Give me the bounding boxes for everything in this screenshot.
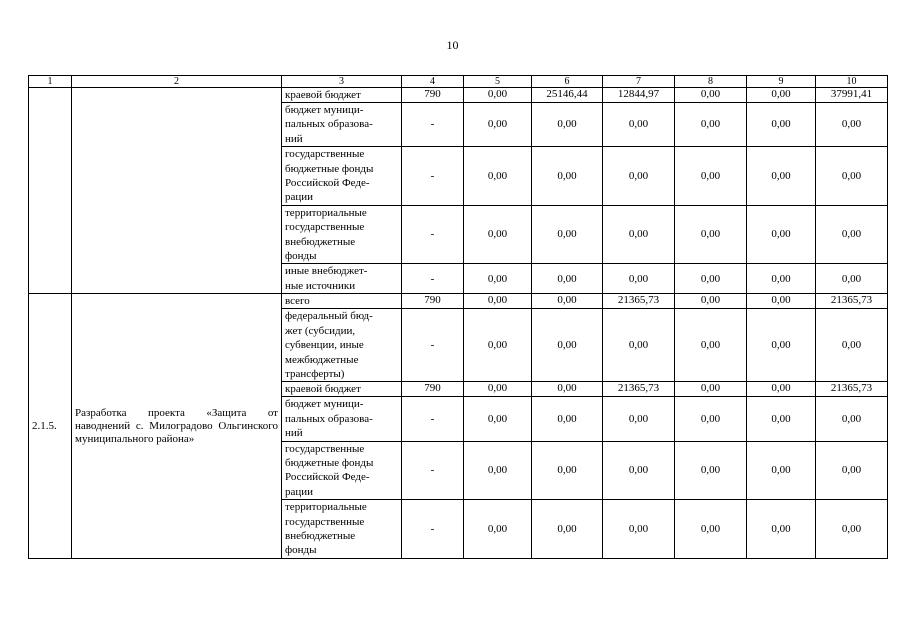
value-cell-c7: 0,00 <box>603 103 675 147</box>
value-cell-c4: - <box>402 397 464 441</box>
value-cell-c9: 0,00 <box>747 264 816 294</box>
funding-source-cell: государственные бюджетные фонды Российской Феде- рации <box>282 147 402 206</box>
value-cell-c10: 21365,73 <box>816 294 888 309</box>
value-cell-c7: 0,00 <box>603 309 675 382</box>
value-cell-c5: 0,00 <box>464 382 532 397</box>
value-cell-c6: 0,00 <box>532 500 603 559</box>
value-cell-c10: 0,00 <box>816 205 888 264</box>
funding-source-cell: всего <box>282 294 402 309</box>
value-cell-c7: 0,00 <box>603 500 675 559</box>
value-cell-c8: 0,00 <box>675 147 747 206</box>
value-cell-c10: 0,00 <box>816 309 888 382</box>
item-code-cell: 2.1.5. <box>29 294 72 559</box>
value-cell-c5: 0,00 <box>464 309 532 382</box>
value-cell-c5: 0,00 <box>464 103 532 147</box>
value-cell-c6: 0,00 <box>532 103 603 147</box>
value-cell-c6: 25146,44 <box>532 88 603 103</box>
value-cell-c6: 0,00 <box>532 441 603 500</box>
value-cell-c8: 0,00 <box>675 294 747 309</box>
value-cell-c5: 0,00 <box>464 397 532 441</box>
value-cell-c7: 12844,97 <box>603 88 675 103</box>
value-cell-c7: 21365,73 <box>603 294 675 309</box>
value-cell-c9: 0,00 <box>747 147 816 206</box>
column-number: 6 <box>532 76 603 88</box>
value-cell-c8: 0,00 <box>675 397 747 441</box>
column-number: 3 <box>282 76 402 88</box>
value-cell-c7: 0,00 <box>603 147 675 206</box>
column-number-row <box>29 76 888 88</box>
value-cell-c7: 0,00 <box>603 441 675 500</box>
value-cell-c6: 0,00 <box>532 382 603 397</box>
funding-source-cell: иные внебюджет- ные источники <box>282 264 402 294</box>
value-cell-c8: 0,00 <box>675 382 747 397</box>
value-cell-c6: 0,00 <box>532 294 603 309</box>
column-number: 7 <box>603 76 675 88</box>
table-row <box>29 88 888 103</box>
value-cell-c7: 21365,73 <box>603 382 675 397</box>
column-number: 5 <box>464 76 532 88</box>
value-cell-c4: 790 <box>402 294 464 309</box>
column-number: 1 <box>29 76 72 88</box>
funding-source-cell: краевой бюджет <box>282 88 402 103</box>
value-cell-c9: 0,00 <box>747 397 816 441</box>
value-cell-c10: 37991,41 <box>816 88 888 103</box>
value-cell-c6: 0,00 <box>532 264 603 294</box>
value-cell-c5: 0,00 <box>464 147 532 206</box>
value-cell-c6: 0,00 <box>532 205 603 264</box>
column-number: 2 <box>72 76 282 88</box>
value-cell-c9: 0,00 <box>747 103 816 147</box>
funding-source-cell: краевой бюджет <box>282 382 402 397</box>
item-name-cell: Разработка проекта «Защита от наводнений с. Милоградово Ольгинского муниципального района» <box>72 294 282 559</box>
value-cell-c4: - <box>402 441 464 500</box>
value-cell-c8: 0,00 <box>675 103 747 147</box>
value-cell-c5: 0,00 <box>464 294 532 309</box>
value-cell-c6: 0,00 <box>532 147 603 206</box>
value-cell-c10: 0,00 <box>816 264 888 294</box>
value-cell-c10: 21365,73 <box>816 382 888 397</box>
value-cell-c7: 0,00 <box>603 264 675 294</box>
value-cell-c5: 0,00 <box>464 205 532 264</box>
value-cell-c9: 0,00 <box>747 441 816 500</box>
value-cell-c4: - <box>402 103 464 147</box>
value-cell-c4: - <box>402 264 464 294</box>
column-number: 9 <box>747 76 816 88</box>
funding-source-cell: бюджет муници- пальных образова- ний <box>282 397 402 441</box>
value-cell-c10: 0,00 <box>816 441 888 500</box>
value-cell-c4: - <box>402 205 464 264</box>
value-cell-c9: 0,00 <box>747 294 816 309</box>
value-cell-c4: 790 <box>402 382 464 397</box>
value-cell-c4: - <box>402 309 464 382</box>
value-cell-c8: 0,00 <box>675 88 747 103</box>
value-cell-c8: 0,00 <box>675 205 747 264</box>
value-cell-c6: 0,00 <box>532 309 603 382</box>
item-code-cell <box>29 88 72 294</box>
value-cell-c5: 0,00 <box>464 500 532 559</box>
value-cell-c8: 0,00 <box>675 441 747 500</box>
value-cell-c10: 0,00 <box>816 147 888 206</box>
budget-table <box>28 75 888 559</box>
value-cell-c6: 0,00 <box>532 397 603 441</box>
value-cell-c5: 0,00 <box>464 88 532 103</box>
column-number: 8 <box>675 76 747 88</box>
column-number: 10 <box>816 76 888 88</box>
table-row <box>29 294 888 309</box>
value-cell-c10: 0,00 <box>816 500 888 559</box>
page-number: 10 <box>446 38 459 52</box>
value-cell-c8: 0,00 <box>675 309 747 382</box>
value-cell-c9: 0,00 <box>747 205 816 264</box>
value-cell-c9: 0,00 <box>747 309 816 382</box>
value-cell-c4: - <box>402 500 464 559</box>
funding-source-cell: федеральный бюд- жет (субсидии, субвенции, иные межбюджетные трансферты) <box>282 309 402 382</box>
funding-source-cell: территориальные государственные внебюджетные фонды <box>282 500 402 559</box>
funding-source-cell: территориальные государственные внебюджетные фонды <box>282 205 402 264</box>
value-cell-c8: 0,00 <box>675 264 747 294</box>
value-cell-c4: - <box>402 147 464 206</box>
value-cell-c10: 0,00 <box>816 103 888 147</box>
value-cell-c8: 0,00 <box>675 500 747 559</box>
value-cell-c9: 0,00 <box>747 88 816 103</box>
item-name-cell <box>72 88 282 294</box>
value-cell-c5: 0,00 <box>464 264 532 294</box>
value-cell-c5: 0,00 <box>464 441 532 500</box>
value-cell-c4: 790 <box>402 88 464 103</box>
value-cell-c9: 0,00 <box>747 382 816 397</box>
funding-source-cell: государственные бюджетные фонды Российской Феде- рации <box>282 441 402 500</box>
funding-source-cell: бюджет муници- пальных образова- ний <box>282 103 402 147</box>
value-cell-c10: 0,00 <box>816 397 888 441</box>
value-cell-c7: 0,00 <box>603 205 675 264</box>
column-number: 4 <box>402 76 464 88</box>
value-cell-c9: 0,00 <box>747 500 816 559</box>
value-cell-c7: 0,00 <box>603 397 675 441</box>
